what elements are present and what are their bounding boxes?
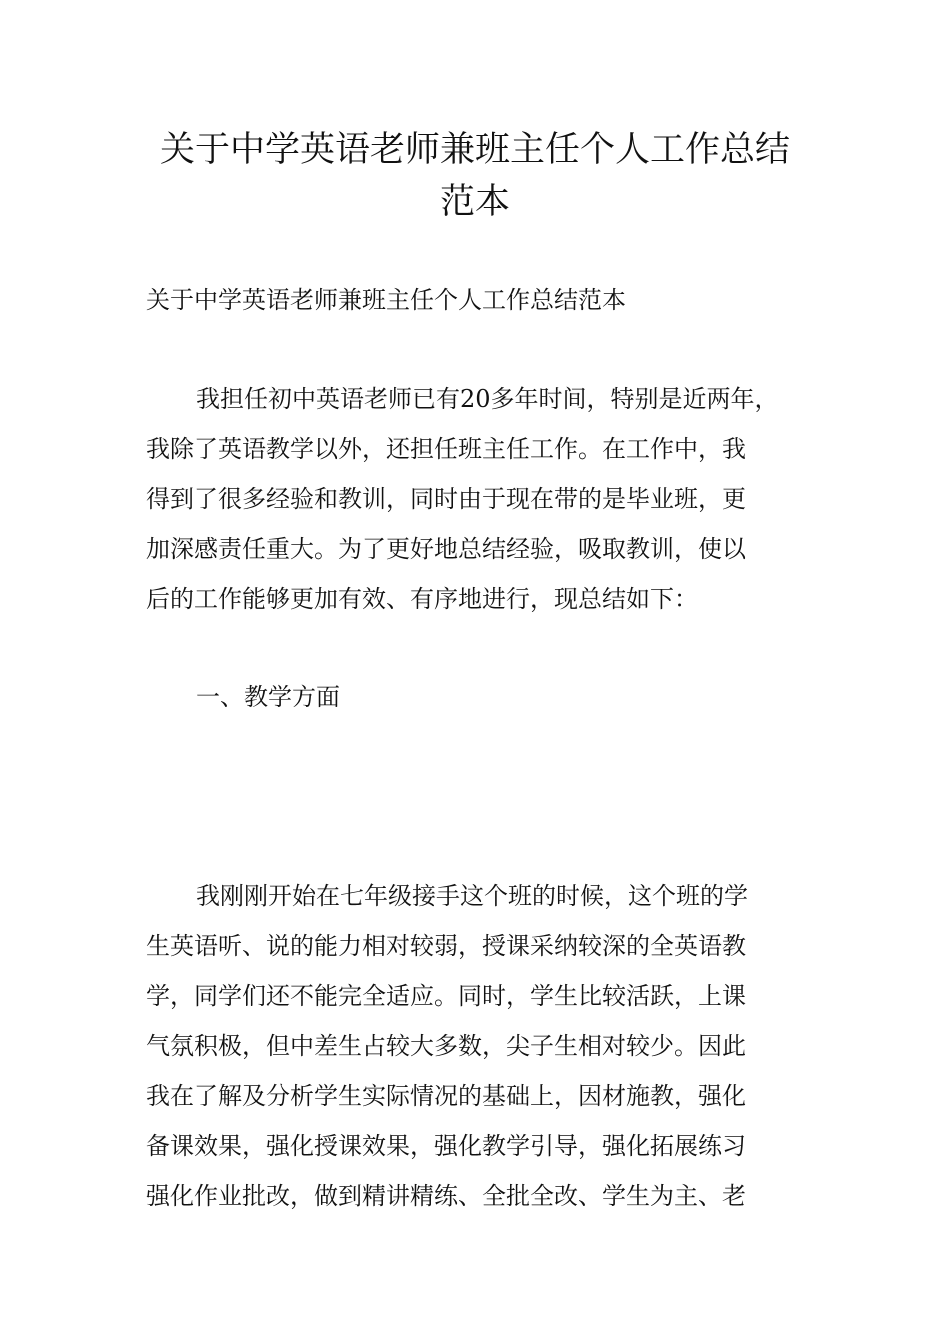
paragraph-1-line-3: 得到了很多经验和教训，同时由于现在带的是毕业班，更: [146, 485, 746, 513]
paragraph-1-line-2: 我除了英语教学以外，还担任班主任工作。在工作中，我: [146, 435, 746, 463]
paragraph-2-line-2: 生英语听、说的能力相对较弱，授课采纳较深的全英语教: [146, 932, 746, 960]
paragraph-2-line-5: 我在了解及分析学生实际情况的基础上，因材施教，强化: [146, 1082, 746, 1110]
paragraph-1-line-1: 我担任初中英语老师已有20多年时间，特别是近两年，: [196, 385, 779, 413]
paragraph-1-line-4: 加深感责任重大。为了更好地总结经验，吸取教训，使以: [146, 535, 746, 563]
paragraph-2-line-3: 学，同学们还不能完全适应。同时，学生比较活跃，上课: [146, 982, 746, 1010]
paragraph-2-line-6: 备课效果，强化授课效果，强化教学引导，强化拓展练习: [146, 1132, 746, 1160]
document-title-line-1: 关于中学英语老师兼班主任个人工作总结: [159, 130, 790, 170]
paragraph-1-line-5: 后的工作能够更加有效、有序地进行，现总结如下：: [146, 585, 698, 613]
paragraph-2-line-1: 我刚刚开始在七年级接手这个班的时候，这个班的学: [196, 882, 748, 910]
document-subtitle: 关于中学英语老师兼班主任个人工作总结范本: [146, 286, 626, 314]
document-title-line-2: 范本: [439, 182, 510, 222]
paragraph-2-line-4: 气氛积极，但中差生占较大多数，尖子生相对较少。因此: [146, 1032, 746, 1060]
paragraph-2-line-7: 强化作业批改，做到精讲精练、全批全改、学生为主、老: [146, 1182, 746, 1210]
section-heading-teaching: 一、教学方面: [196, 683, 340, 711]
